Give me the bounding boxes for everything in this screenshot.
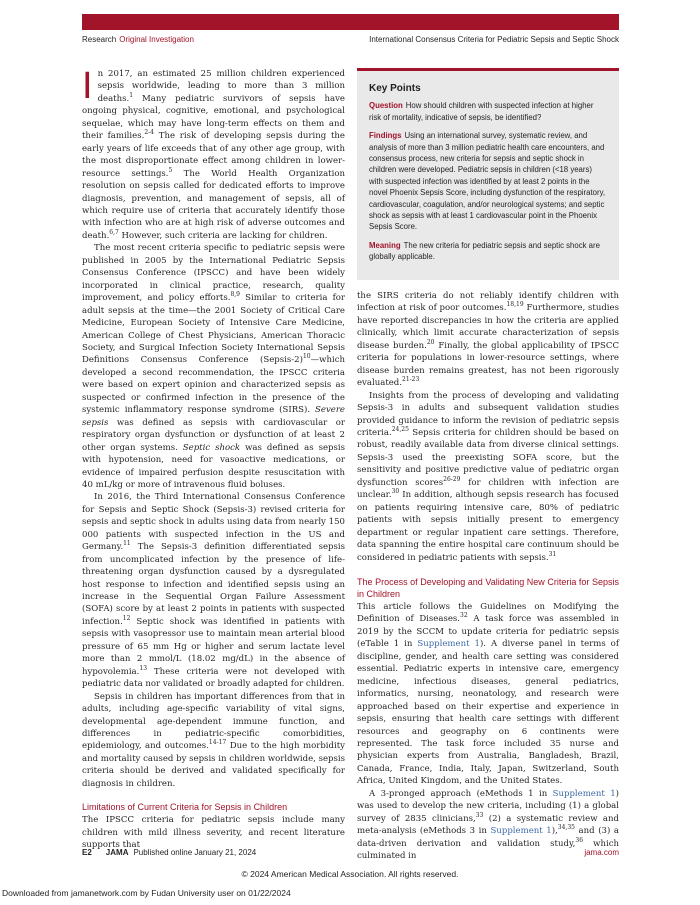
section-heading: The Process of Developing and Validating New Criteria for Sepsis in Children	[357, 576, 619, 599]
key-points-question: Question How should children with suspected infection at higher risk of mortality, indicative of sepsis, be identified?	[369, 101, 594, 122]
supplement-link[interactable]: Supplement 1	[417, 639, 480, 650]
journal-top-bar	[82, 14, 619, 30]
paragraph: the SIRS criteria do not reliably identify children with infection at risk of poor outcomes.$^{18,19}$ Furthermore, studies have reported discrepancies in how the criteria are applied clinically, which limit accurate characterization of sepsis disease burden.$^{20}$ Finally, the global applicability of IPSCC criteria for populations in lower-resource settings, where disease burden remains greatest, has not been rigorously evaluated.$^{21-23}$	[357, 291, 619, 389]
text-column-left	[82, 65, 346, 852]
publication-date: Published online January 21, 2024	[133, 848, 257, 857]
download-note: Downloaded from jamanetwork.com by Fudan University user on 01/22/2024	[2, 888, 291, 898]
key-points-box	[357, 68, 619, 280]
key-points-meaning: Meaning The new criteria for pediatric sepsis and septic shock are globally applicable.	[369, 240, 600, 262]
page-footer	[82, 848, 619, 860]
running-header	[82, 35, 619, 49]
journal-name: JAMA	[105, 848, 129, 857]
paragraph: Sepsis in children has important differences from that in adults, including age-specific variability of vital signs, developmental age-dependent immune function, and differences in pediatric-specific comorbidities, epidemiology, and outcomes.$^{14-17}$ Due to the high morbidity and mortality caused by sepsis in children worldwide, sepsis criteria should be derived and validated specifically for diagnosis in children.	[82, 691, 346, 789]
paragraph: In 2017, an estimated 25 million children experienced sepsis worldwide, leading to more than 3 million deaths.$^1$ Many pediatric survivors of sepsis have ongoing physical, cognitive, emotional, and psychological sequelae, which may have long-term effects on them and their families.$^{2-4}$ The risk of developing sepsis during the early years of life exceeds that of any other age group, with the most disproportionate effect among children in lower-resource settings.$^5$ The World Health Organization resolution on sepsis called for dedicated efforts to improve diagnosis, prevention, and management of sepsis, all of which require use of criteria that accurately identify those with infection who are at high risk of adverse outcomes and death.$^{6,7}$ However, such criteria are lacking for children.	[82, 65, 345, 241]
paragraph: The most recent criteria specific to pediatric sepsis were published in 2005 by the International Pediatric Sepsis Consensus Conference (IPSCC) and have been widely incorporated in clinical practice, research, quality improvement, and policy efforts.$^{8,9}$ Similar to criteria for adult sepsis at the time—the 2001 Society of Critical Care Medicine, European Society of Intensive Care Medicine, American College of Chest Physicians, American Thoracic Society, and Surgical Infection Society International Sepsis Definitions Consensus Conference (Sepsis-2)$^{10}$—which developed a second recommendation, the IPSCC criteria were based on expert opinion and characterized sepsis as suspected or confirmed infection in the presence of the systemic inflammatory response syndrome (SIRS). Severe sepsis was defined as sepsis with cardiovascular or respiratory organ dysfunction or dysfunction of at least 2 other organ systems. Septic shock was defined as sepsis with hypotension, need for vasoactive medications, or evidence of impaired perfusion despite resuscitation with 40 mL/kg or more of intravenous fluid boluses.	[82, 243, 345, 490]
text-column-right	[357, 290, 619, 862]
copyright-notice: © 2024 American Medical Association. All rights reserved.	[241, 869, 459, 879]
section-heading: Limitations of Current Criteria for Sepsis in Children	[82, 802, 288, 813]
key-points-title: Key Points	[369, 83, 421, 94]
running-title: International Consensus Criteria for Pediatric Sepsis and Septic Shock	[369, 35, 619, 44]
paragraph: Insights from the process of developing and validating Sepsis-3 in adults and subsequent validation studies provided guidance to inform the revision of pediatric sepsis criteria.$^{24,25}$ Sepsis criteria for children should be based on robust, readily available data from diverse clinical settings. Sepsis-3 used the preexisting SOFA score, but the sensitivity and positive predictive value of pediatric organ dysfunction scores$^{26-29}$ for children with infection are unclear.$^{30}$ In addition, although sepsis research has focused on patients requiring intensive care, 80% of pediatric patients with sepsis initially present to emergency department or regular inpatient care settings. Therefore, data spanning the entire hospital care continuum should be considered in pediatric patients with sepsis.$^{31}$	[357, 390, 620, 563]
supplement-link[interactable]: Supplement 1	[490, 826, 552, 837]
key-points-findings: Findings Using an international survey, systematic review, and analysis of more than 3 million pediatric health care encounters, and consensus process, new criteria for sepsis and septic shock in children were developed. Pediatric sepsis in children (<18 years) with suspected infection was identified by at least 2 points in the novel Phoenix Sepsis Score, including dysfunction of the respiratory, cardiovascular, coagulation, and/or neurological systems; and septic shock as sepsis with at least 1 cardiovascular point in the Phoenix Sepsis Score.	[369, 131, 606, 232]
paragraph: A 3-pronged approach (eMethods 1 in Supplement 1) was used to develop the new criteria, including (1) a global survey of 2835 clinicians,$^{33}$ (2) a systematic review and meta-analysis (eMethods 3 in Supplement 1),$^{34,35}$ and (3) a data-driven derivation and validation study,$^{36}$ which culminated in	[357, 788, 619, 862]
paragraph: The IPSCC criteria for pediatric sepsis include many children with mild illness severity, and recent literature supports that	[82, 815, 345, 851]
paragraph: This article follows the Guidelines on Modifying the Definition of Diseases.$^{32}$ A task force was assembled in 2019 by the SCCM to update criteria for pediatric sepsis (eTable 1 in Supplement 1). A diverse panel in terms of discipline, gender, and health care setting was considered essential. Pediatric experts in intensive care, emergency medicine, infectious diseases, general pediatrics, informatics, nursing, neonatology, and research were approached based on their expertise and experience in sepsis, ensuring that health care settings with different resources and geography on 6 continents were represented. The task force included 35 nurse and physician experts from Australia, Bangladesh, Brazil, Canada, France, India, Italy, Japan, Switzerland, South Africa, United Kingdom, and the United States.	[357, 601, 619, 787]
section-label: Research	[82, 35, 117, 44]
supplement-link[interactable]: Supplement 1	[552, 788, 616, 799]
drop-cap: I	[82, 65, 93, 107]
page-number: E2	[82, 848, 92, 857]
paragraph: In 2016, the Third International Consensus Conference for Sepsis and Septic Shock (Sepsis-3) revised criteria for sepsis and septic shock in adults using data from nearly 150 000 patients with suspected infection in the US and Germany.$^{11}$ The Sepsis-3 definition differentiated sepsis from uncomplicated infection by the presence of life-threatening organ dysfunction caused by a dysregulated host response to infection and identified sepsis using an increase in the Sequential Organ Failure Assessment (SOFA) score by at least 2 points in patients with suspected infection.$^{12}$ Septic shock was identified in patients with sepsis with vasopressor use to maintain mean arterial blood pressure of 65 mm Hg or higher and serum lactate level more than 2 mmol/L (18.02 mg/dL) in the absence of hypovolemia.$^{13}$ These criteria were not developed with pediatric data nor validated or broadly adapted for children.	[82, 492, 345, 690]
article-type-label: Original Investigation	[119, 35, 194, 44]
journal-url-link[interactable]: jama.com	[584, 848, 619, 857]
